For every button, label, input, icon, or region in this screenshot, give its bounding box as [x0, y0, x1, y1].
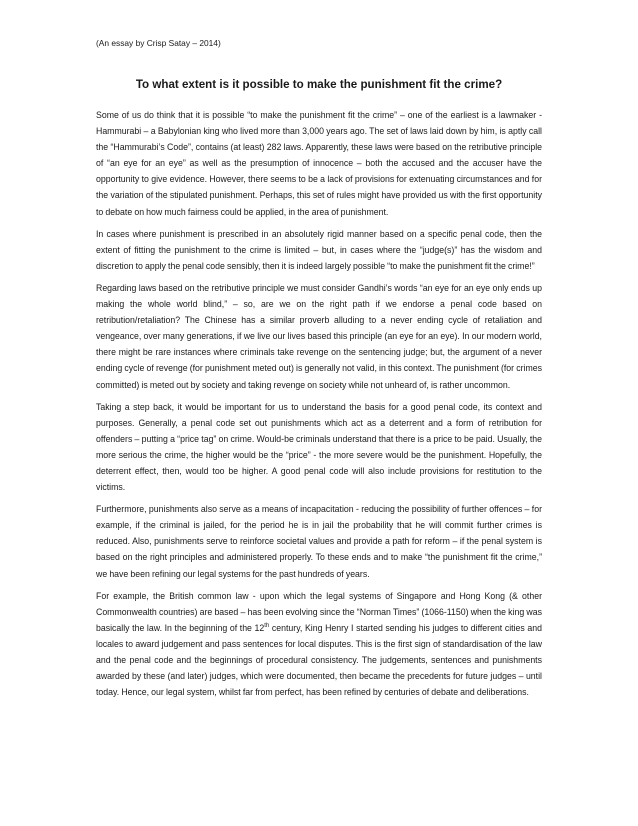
paragraph-6 [96, 588, 542, 701]
paragraph-3: Regarding laws based on the retributive principle we must consider Gandhi’s words “an eye for an eye only ends up making the whole world blind,” – so, are we on the right path if we endorse a penal code based on retribution/retaliation? The Chinese has a similar proverb alluding to a never ending cycle of retaliation and vengeance, over many generations, if we live our lives based this principle (an eye for an eye). In our modern world, there might be rare instances where criminals take revenge on the sentencing judge; but, the argument of a never ending cycle of revenge (for punishment meted out) is generally not valid, in this context. The punishment (for crimes committed) is meted out by society and taking revenge on society while not unheard of, is rather uncommon. [96, 282, 542, 390]
paragraph-5: Furthermore, punishments also serve as a means of incapacitation - reducing the possibility of further offences – for example, if the criminal is jailed, for the period he is in jail the probability that he will commit further crimes is reduced. Also, punishments serve to reinforce societal values and provide a path for reform – if the penal system is based on the right principles and administered properly. To these ends and to make “the punishment fit the crime,” we have been refining our legal systems for the past hundreds of years. [96, 504, 542, 579]
paragraph-4: Taking a step back, it would be important for us to understand the basis for a good penal code, its context and purposes. Generally, a penal code set out punishments which act as a deterrent and a form of retribution for offenders – putting a “price tag” on crime. Would-be criminals understand that there is a price to be paid. Usually, the more serious the crime, the higher would be the “price” - the more severe would be the punishment. Hopefully, the deterrent effect, then, would too be higher. A good penal code will also include provisions for restitution to the victims. [96, 401, 542, 493]
essay-title: To what extent is it possible to make the punishment fit the crime? [135, 78, 503, 91]
ordinal-superscript: th [264, 622, 270, 629]
paragraph-6-text-a: For example, the British common law - upon which the legal systems of Singapore and Hong Kong (& other Commonwealth countries) are based – has been evolving since the “Norman Times” (1066-1150) when the king was basically the law. In the beginning of the 12 [96, 590, 542, 633]
byline: (An essay by Crisp Satay – 2014) [96, 38, 221, 48]
paragraph-2: In cases where punishment is prescribed in an absolutely rigid manner based on a specific penal code, then the extent of fitting the punishment to the crime is limited – but, in cases where the “judge(s)” has the wisdom and discretion to apply the penal code sensibly, then it is indeed largely possible “to make the punishment fit the crime!” [96, 228, 542, 271]
paragraph-6-text-b: century, King Henry I started sending his judges to different cities and locales to award judgement and pass sentences for local disputes. This is the first sign of standardisation of the law and the penal code and the beginnings of procedural consistency. The judgements, sentences and punishments awarded by these (and later) judges, which were documented, then became the precedents for future judges – until today. Hence, our legal system, whilst far from perfect, has been refined by centuries of debate and deliberations. [96, 622, 542, 698]
paragraph-1: Some of us do think that it is possible “to make the punishment fit the crime” – one of the earliest is a lawmaker - Hammurabi – a Babylonian king who lived more than 3,000 years ago. The set of laws laid down by him, is aptly call the “Hammurabi’s Code”, contains (at least) 282 laws. Apparently, these laws were based on the retributive principle of “an eye for an eye” as well as the presumption of innocence – both the accused and the accuser have the opportunity to give evidence. However, there seems to be a lack of provisions for extenuating circumstances and for the variation of the stipulated punishment. Perhaps, this set of rules might have provided us with the first opportunity to debate on how much fairness could be applied, in the area of punishment. [96, 110, 542, 217]
